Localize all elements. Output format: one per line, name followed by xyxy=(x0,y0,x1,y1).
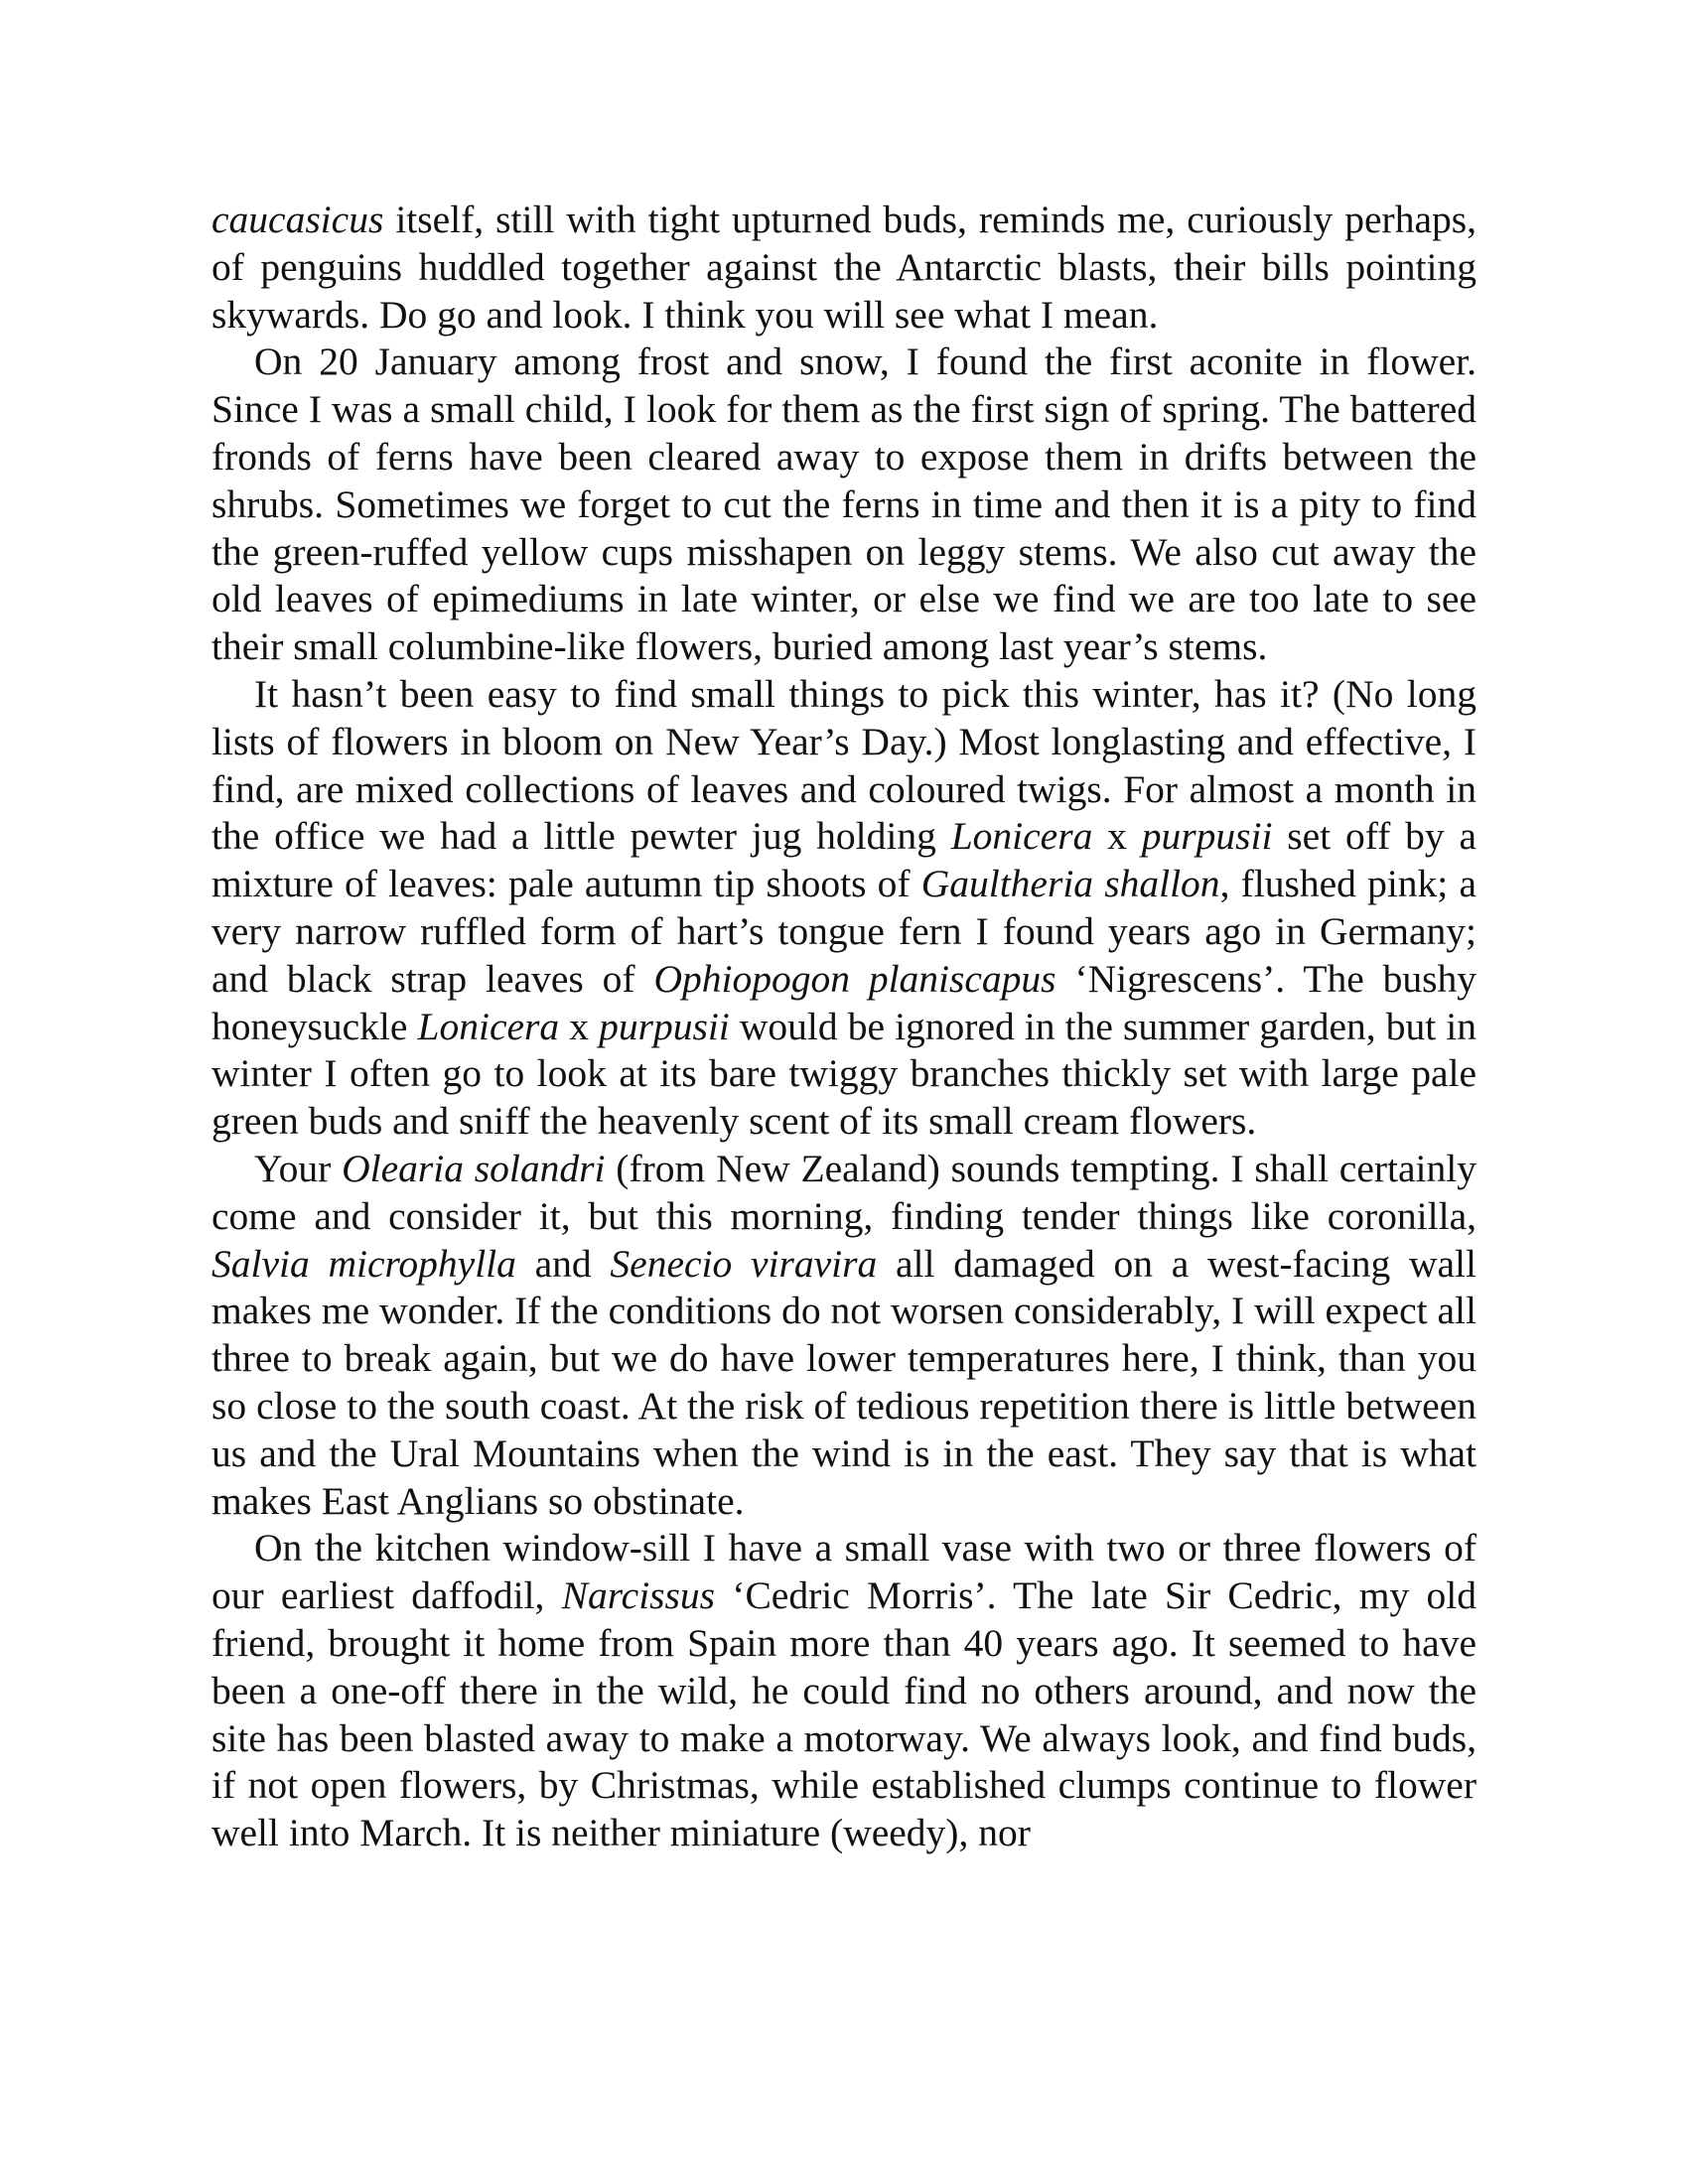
text-run: x xyxy=(559,1004,600,1048)
text-run: Your xyxy=(254,1146,343,1190)
italic-text: purpusii xyxy=(1141,814,1273,859)
text-run: would be ignored in the summer garden, but in winter I often go to look at its bare twiggy branches thickly set with large pale green buds and sniff the heavenly scent of its small cream flowers. xyxy=(211,1004,1477,1144)
paragraph xyxy=(211,671,1477,1146)
text-run: ‘Nigrescens’. The bushy honeysuckle xyxy=(211,956,1477,1048)
italic-text: Olearia solandri xyxy=(342,1146,606,1190)
text-run: , flushed pink; a very narrow ruffled form of hart’s tongue fern I found years ago in Germany; and black strap leaves of xyxy=(211,862,1477,1001)
text-run: (from New Zealand) sounds tempting. I shall certainly come and consider it, but this morning, finding tender things like coronilla, xyxy=(211,1146,1477,1238)
text-run: itself, still with tight upturned buds, reminds me, curiously perhaps, of penguins huddled together against the Antarctic blasts, their bills pointing skywards. Do go and look. I think you will see what I mean. xyxy=(211,198,1477,337)
italic-text: Ophiopogon planiscapus xyxy=(653,956,1056,1001)
italic-text: Lonicera xyxy=(417,1004,560,1048)
text-run: and xyxy=(515,1241,611,1286)
text-run: x xyxy=(1092,814,1142,859)
page-body xyxy=(211,197,1477,1857)
italic-text: purpusii xyxy=(599,1004,730,1048)
italic-text: Gaultheria shallon xyxy=(920,862,1220,906)
text-run: all damaged on a west-facing wall makes me wonder. If the conditions do not worsen considerably, I will expect all three to break again, but we do have lower temperatures here, I think, than you so close to the south coast. At the risk of tedious repetition there is little between us and the Ural Mountains when the wind is in the east. They say that is what makes East Anglians so obstinate. xyxy=(211,1241,1477,1523)
text-run: ‘Cedric Morris’. The late Sir Cedric, my old friend, brought it home from Spain more than 40 years ago. It seemed to have been a one-off there in the wild, he could find no others around, and now the site has been blasted away to make a motorway. We always look, and find buds, if not open flowers, by Christmas, while established clumps continue to flower well into March. It is neither miniature (weedy), nor xyxy=(211,1573,1477,1855)
paragraph xyxy=(211,1146,1477,1525)
text-run: On the kitchen window-sill I have a small vase with two or three flowers of our earliest daffodil, xyxy=(211,1526,1477,1618)
paragraph xyxy=(211,197,1477,339)
italic-text: caucasicus xyxy=(211,198,384,241)
italic-text: Salvia microphylla xyxy=(211,1241,516,1286)
text-run: set off by a mixture of leaves: pale autumn tip shoots of xyxy=(211,814,1477,906)
text-run: It hasn’t been easy to find small things to pick this winter, has it? (No long lists of flowers in bloom on New Year’s Day.) Most longlasting and effective, I find, are mixed collections of leaves and coloured twigs. For almost a month in the office we had a little pewter jug holding xyxy=(211,671,1477,859)
paragraph xyxy=(211,1525,1477,1857)
italic-text: Narcissus xyxy=(561,1573,716,1618)
paragraph xyxy=(211,339,1477,671)
italic-text: Lonicera xyxy=(950,814,1093,859)
italic-text: Senecio viravira xyxy=(610,1241,878,1286)
text-run: On 20 January among frost and snow, I found the first aconite in flower. Since I was a small child, I look for them as the first sign of spring. The battered fronds of ferns have been cleared away to expose them in drifts between the shrubs. Sometimes we forget to cut the ferns in time and then it is a pity to find the green-ruffed yellow cups misshapen on leggy stems. We also cut away the old leaves of epimediums in late winter, or else we find we are too late to see their small columbine-like flowers, buried among last year’s stems. xyxy=(211,340,1477,669)
